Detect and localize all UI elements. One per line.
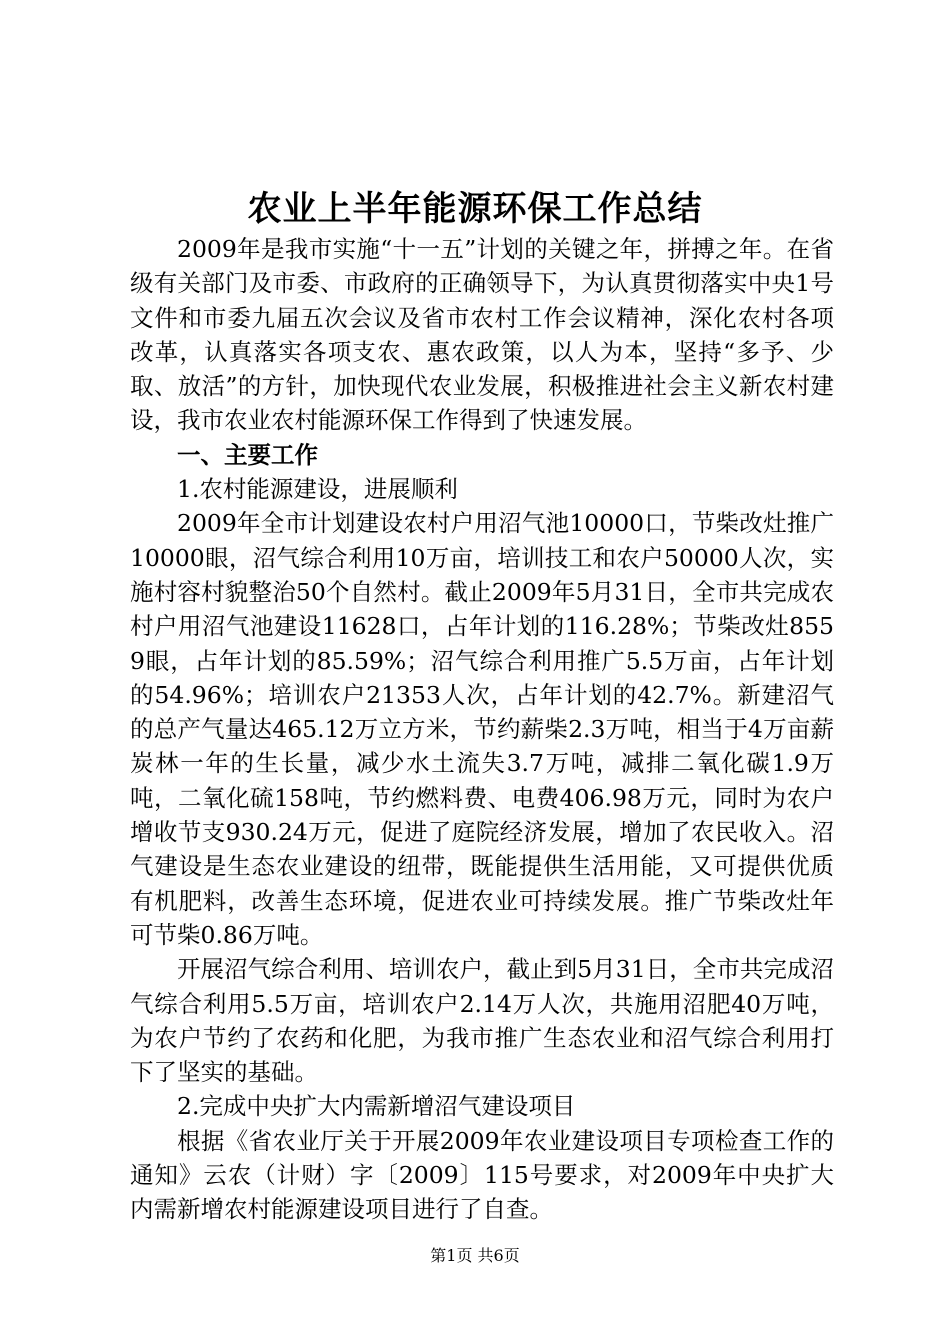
section-heading-main-work: 一、主要工作 (177, 440, 318, 469)
paragraph-self-inspection: 根据《省农业厅关于开展2009年农业建设项目专项检查工作的通知》云农（计财）字〔2009〕115号要求，对2009年中央扩大内需新增农村能源建设项目进行了自查。 (130, 1126, 834, 1224)
subheading-central-projects: 2.完成中央扩大内需新增沼气建设项目 (177, 1092, 576, 1121)
page-footer: 第1页 共6页 (430, 1246, 520, 1265)
subheading-rural-energy: 1.农村能源建设，进展顺利 (177, 475, 458, 504)
intro-paragraph: 2009年是我市实施“十一五”计划的关键之年，拼搏之年。在省级有关部门及市委、市政府的正确领导下，为认真贯彻落实中央1号文件和市委九届五次会议及省市农村工作会议精神，深化农村各项改革，认真落实各项支农、惠农政策，以人为本，坚持“多予、少取、放活”的方针，加快现代农业发展，积极推进社会主义新农村建设，我市农业农村能源环保工作得到了快速发展。 (130, 235, 834, 435)
paragraph-training: 开展沼气综合利用、培训农户，截止到5月31日，全市共完成沼气综合利用5.5万亩，培训农户2.14万人次，共施用沼肥40万吨，为农户节约了农药和化肥，为我市推广生态农业和沼气综合利用打下了坚实的基础。 (130, 955, 834, 1087)
paragraph-biogas-statistics: 2009年全市计划建设农村户用沼气池10000口，节柴改灶推广10000眼，沼气综合利用10万亩，培训技工和农户50000人次，实施村容村貌整治50个自然村。截止2009年5月31日，全市共完成农村户用沼气池建设11628口，占年计划的116.28%；节柴改灶8559眼，占年计划的85.59%；沼气综合利用推广5.5万亩，占年计划的54.96%；培训农户21353人次，占年计划的42.7%。新建沼气的总产气量达465.12万立方米，节约薪柴2.3万吨，相当于4万亩薪炭林一年的生长量，减少水土流失3.7万吨，减排二氧化碳1.9万吨，二氧化硫158吨，节约燃料费、电费406.98万元，同时为农户增收节支930.24万元，促进了庭院经济发展，增加了农民收入。沼气建设是生态农业建设的纽带，既能提供生活用能，又可提供优质有机肥料，改善生态环境，促进农业可持续发展。推广节柴改灶年可节柴0.86万吨。 (130, 509, 834, 949)
document-body (130, 232, 834, 1227)
document-title: 农业上半年能源环保工作总结 (247, 189, 703, 229)
